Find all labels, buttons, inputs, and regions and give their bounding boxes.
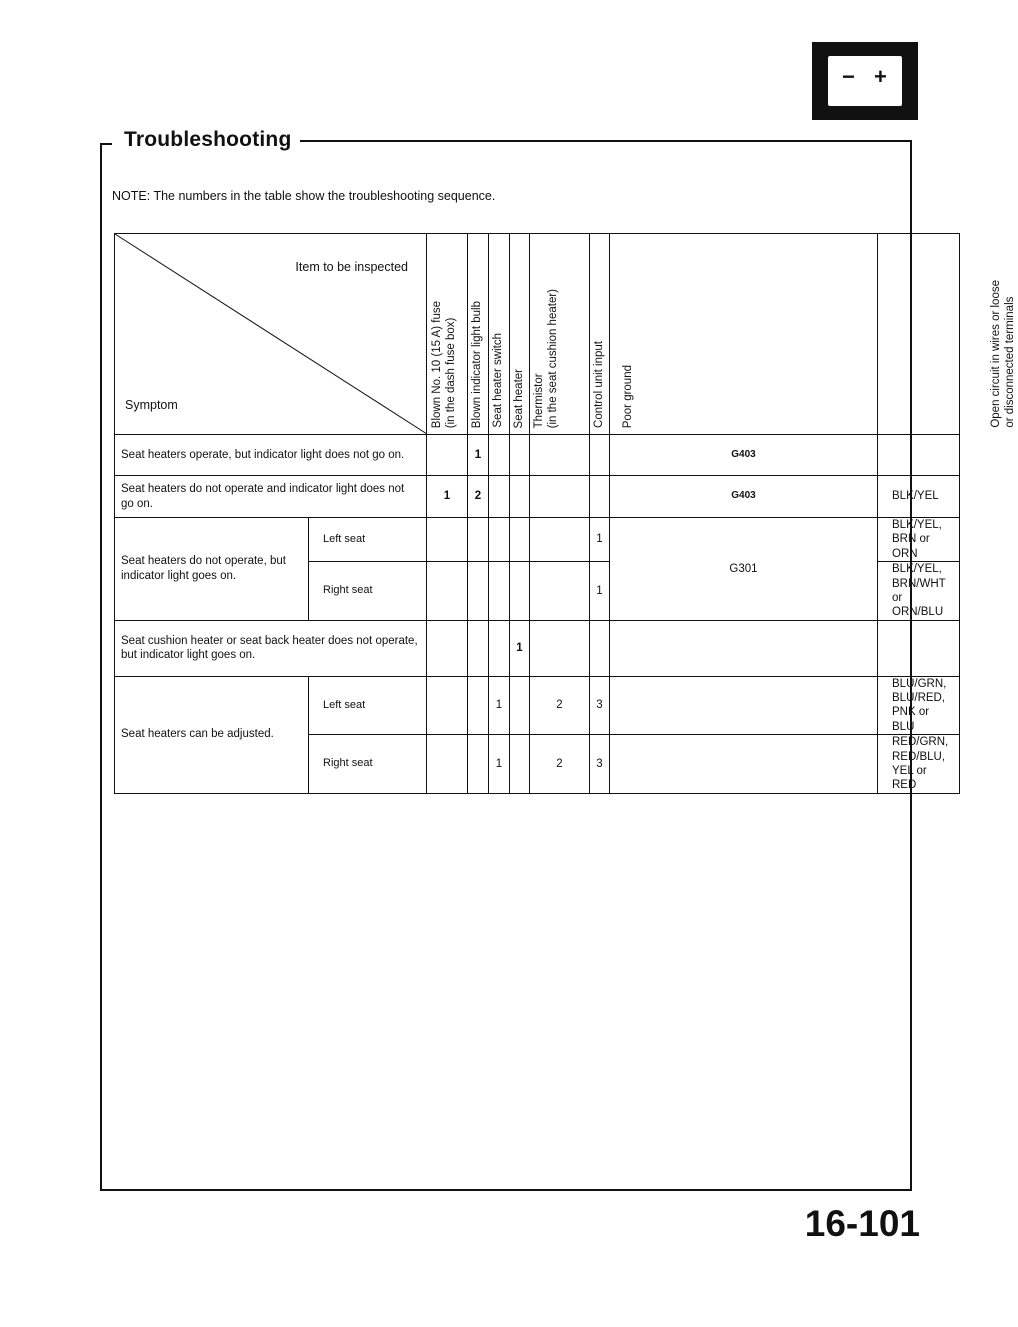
col-header-ground: Poor ground <box>610 234 878 435</box>
frame-line <box>100 143 102 1191</box>
wires-cell: RED/GRN, RED/BLU, YEL or RED <box>878 735 960 794</box>
seat-label-cell: Right seat <box>309 562 427 621</box>
wires-cell: BLU/GRN, BLU/RED, PNK or BLU <box>878 676 960 735</box>
control-cell: 3 <box>590 735 610 794</box>
table-row <box>115 518 960 562</box>
table-row <box>115 476 960 518</box>
table-row <box>115 676 960 735</box>
bulb-cell: 2 <box>468 476 489 518</box>
thermistor-cell: 2 <box>530 676 590 735</box>
ground-cell: G301 <box>610 518 878 621</box>
col-header-open-circuit: Open circuit in wires or loose or disconnected terminals <box>878 234 960 435</box>
control-cell <box>590 435 610 476</box>
col-header-fuse: Blown No. 10 (15 A) fuse (in the dash fuse box) <box>427 234 468 435</box>
col-header-switch: Seat heater switch <box>489 234 510 435</box>
wires-cell: BLK/YEL, BRN/WHT or ORN/BLU <box>878 562 960 621</box>
troubleshooting-table <box>114 233 1016 794</box>
control-cell: 1 <box>590 518 610 562</box>
battery-terminal-pos <box>876 48 892 56</box>
heater-cell: 1 <box>510 620 530 676</box>
control-cell: 3 <box>590 676 610 735</box>
frame-line <box>300 140 912 142</box>
switch-cell <box>489 476 510 518</box>
battery-body: − + <box>828 56 902 106</box>
bulb-cell: 1 <box>468 435 489 476</box>
symptom-cell: Seat cushion heater or seat back heater does not operate, but indicator light goes on. <box>115 620 427 676</box>
symptom-header-label: Symptom <box>125 398 178 413</box>
heater-cell <box>510 435 530 476</box>
page-number: 16-101 <box>804 1203 920 1244</box>
page-title: Troubleshooting <box>120 128 295 152</box>
symptom-cell: Seat heaters can be adjusted. <box>115 676 309 793</box>
symptom-cell: Seat heaters operate, but indicator light does not go on. <box>115 435 427 476</box>
seat-label-cell: Left seat <box>309 518 427 562</box>
ground-cell: G403 <box>610 435 878 476</box>
battery-icon <box>812 42 918 120</box>
symptom-cell: Seat heaters do not operate and indicator light does not go on. <box>115 476 427 518</box>
fuse-cell <box>427 435 468 476</box>
switch-cell: 1 <box>489 676 510 735</box>
thermistor-cell: 2 <box>530 735 590 794</box>
table-row <box>115 435 960 476</box>
seat-label-cell: Left seat <box>309 676 427 735</box>
item-header-label: Item to be inspected <box>295 260 408 274</box>
note-text: NOTE: The numbers in the table show the troubleshooting sequence. <box>112 189 496 203</box>
heater-cell <box>510 476 530 518</box>
col-header-thermistor: Thermistor (in the seat cushion heater) <box>530 234 590 435</box>
fuse-cell: 1 <box>427 476 468 518</box>
col-header-bulb: Blown indicator light bulb <box>468 234 489 435</box>
table-corner-header <box>115 234 427 435</box>
switch-cell: 1 <box>489 735 510 794</box>
wires-cell: BLK/YEL, BRN or ORN <box>878 518 960 562</box>
frame-line <box>100 1189 912 1191</box>
wires-cell: BLK/YEL <box>878 476 960 518</box>
battery-terminal-neg <box>838 48 854 56</box>
control-cell <box>590 476 610 518</box>
seat-label-cell: Right seat <box>309 735 427 794</box>
symptom-cell: Seat heaters do not operate, but indicator light goes on. <box>115 518 309 621</box>
switch-cell <box>489 435 510 476</box>
table-row <box>115 620 960 676</box>
control-cell: 1 <box>590 562 610 621</box>
col-header-heater: Seat heater <box>510 234 530 435</box>
ground-cell: G403 <box>610 476 878 518</box>
wires-cell <box>878 435 960 476</box>
thermistor-cell <box>530 476 590 518</box>
thermistor-cell <box>530 435 590 476</box>
col-header-control-unit: Control unit input <box>590 234 610 435</box>
